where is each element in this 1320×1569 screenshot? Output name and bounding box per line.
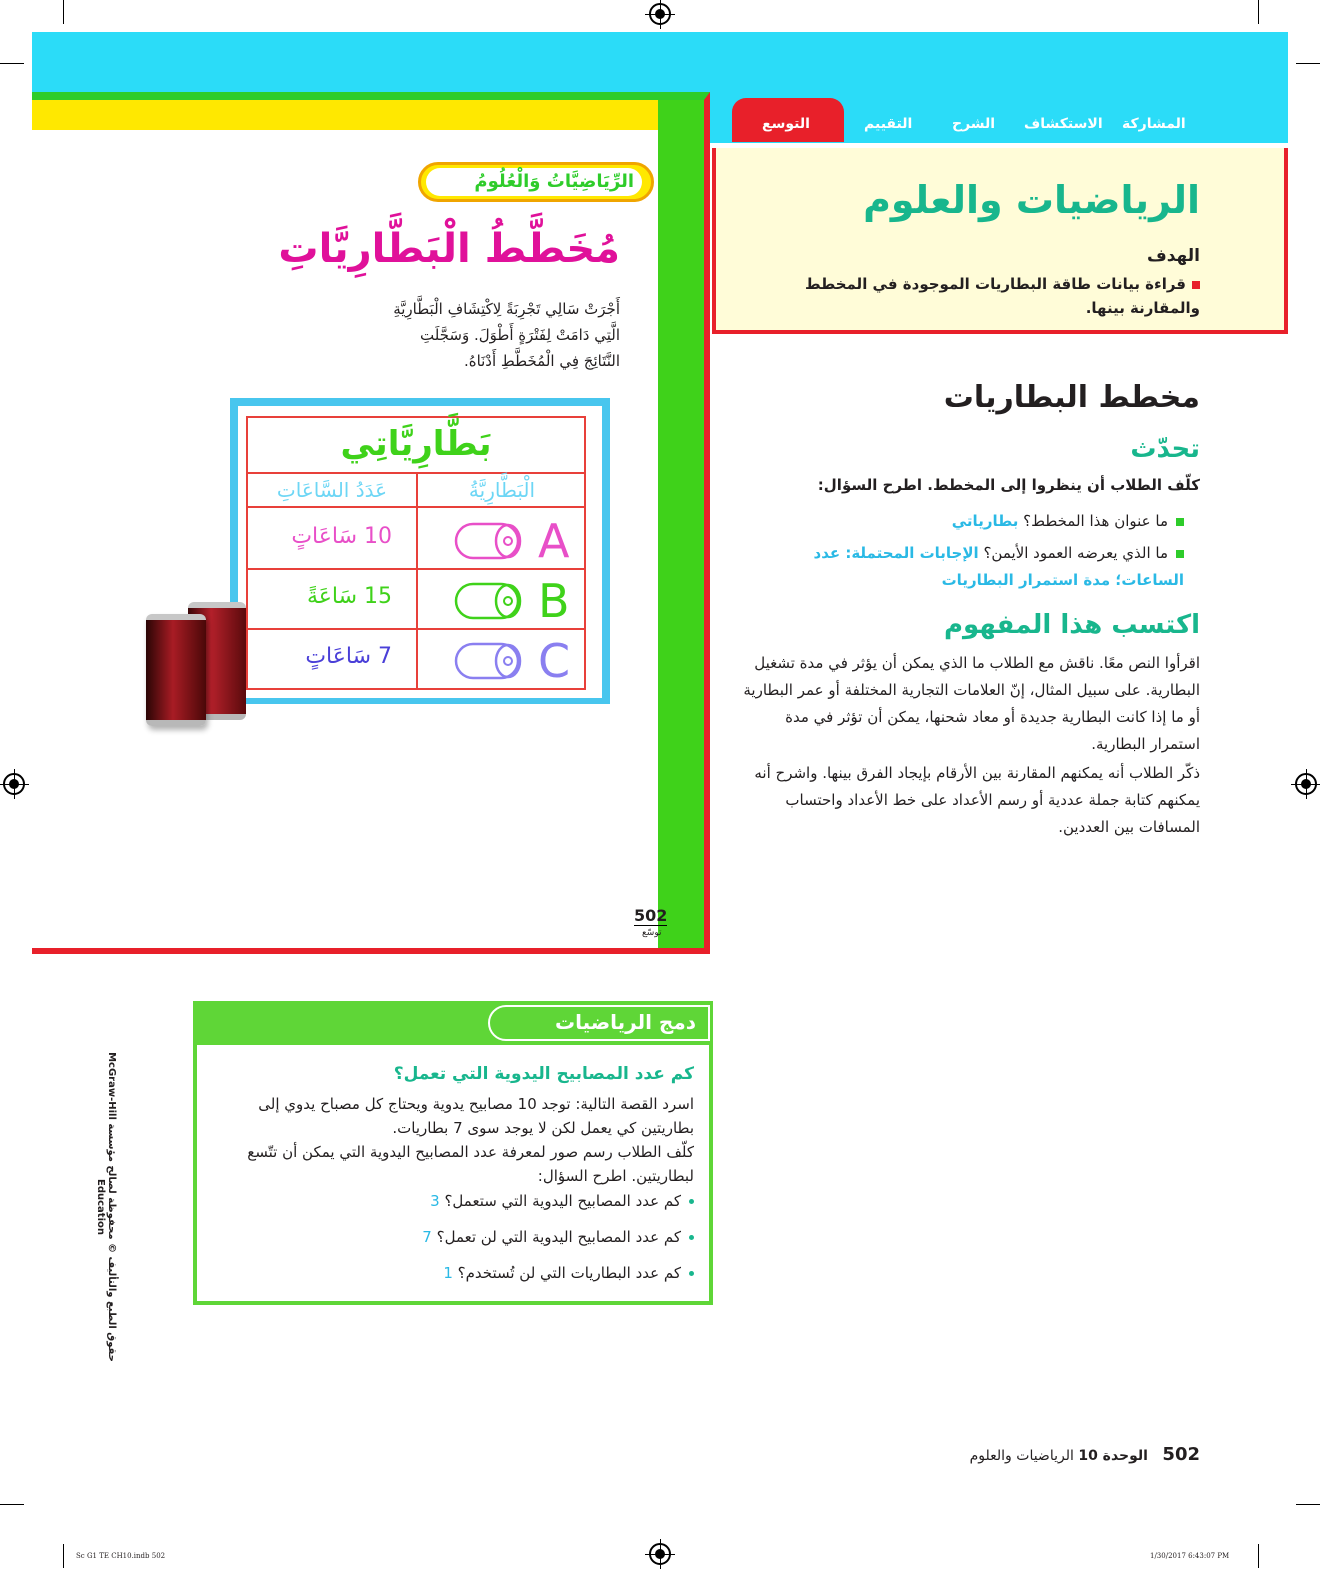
- student-page-number: 502: [634, 906, 668, 925]
- student-page-label: توسّع: [642, 928, 662, 938]
- crop-mark: [1258, 0, 1259, 24]
- registration-mark-icon: [649, 3, 671, 25]
- chart-header-hours-text: عَدَدُ السَّاعَاتِ: [276, 478, 388, 502]
- math-answer: 3: [430, 1192, 440, 1210]
- intro-line: أَجْرَتْ سَالِي تَجْرِبَةً لِاكْتِشَافِ الْبَطَّارِيَّةِ: [393, 300, 620, 318]
- math-answer: 1: [443, 1264, 453, 1282]
- crop-mark: [63, 1544, 64, 1568]
- bullet-icon: [689, 1235, 694, 1240]
- math-question-text: كم عدد البطاريات التي لن تُستخدم؟: [457, 1264, 681, 1282]
- subject-banner-text: الرِّيَاضِيَّاتُ وَالْعُلُومُ: [426, 168, 642, 196]
- bullet-icon: [689, 1199, 694, 1204]
- battery-a-icon: [452, 518, 532, 562]
- battery-b-icon: [452, 578, 532, 622]
- tab-evaluate[interactable]: التقييم: [864, 116, 913, 132]
- student-page-yellow-top: [32, 100, 658, 130]
- math-question: [210, 1264, 694, 1282]
- intro-line: النَّتَائِجَ فِي الْمُخَطَّطِ أَدْنَاهُ.: [463, 352, 620, 370]
- math-box-paragraph: كلّف الطلاب رسم صور لمعرفة عدد المصابيح اليدوية التي يمكن أن تتّسع لبطاريتين. اطرح السؤال:: [247, 1143, 694, 1185]
- section-title: مخطط البطاريات: [943, 380, 1200, 415]
- bullet-icon: [689, 1271, 694, 1276]
- math-box-title: كم عدد المصابيح اليدوية التي تعمل؟: [393, 1064, 694, 1084]
- intro-text: [330, 296, 620, 374]
- bullet-icon: [1176, 518, 1184, 526]
- paragraph: اقرأوا النص معًا. ناقش مع الطلاب ما الذي يمكن أن يؤثر في مدة تشغيل البطارية. على سبيل المثال، إنّ العلامات التجارية المختلفة أو عمر البطارية أو ما إذا كانت البطارية جديدة أو معاد شحنها، يمكن أن تؤثر في مدة استمرار البطارية.: [743, 654, 1200, 753]
- question-text: ما عنوان هذا المخطط؟: [1023, 512, 1168, 530]
- crop-mark: [1296, 1504, 1320, 1505]
- math-box-paragraph: اسرد القصة التالية: توجد 10 مصابيح يدوية ويحتاج كل مصباح يدوي إلى بطاريتين كي يعمل لكن لا يوجد سوى 7 بطاريات.: [258, 1095, 694, 1137]
- battery-chart: [238, 406, 602, 698]
- battery-cylinder: [146, 614, 206, 726]
- crop-mark: [1296, 63, 1320, 64]
- challenge-title: تحدّث: [1130, 434, 1200, 464]
- bullet-icon: [1176, 550, 1184, 558]
- chart-header-battery-text: الْبَطَّارِيَّةُ: [468, 478, 536, 502]
- answer-text: بطارياتي: [951, 512, 1019, 530]
- chart-row-label: A: [538, 514, 570, 568]
- copyright-credit: حقوق الطبع والتأليف © محفوظة لصالح مؤسسة McGraw-Hill Education: [95, 1052, 117, 1362]
- crop-mark: [63, 0, 64, 24]
- math-question-text: كم عدد المصابيح اليدوية التي ستعمل؟: [444, 1192, 681, 1210]
- math-box-tab-label: دمج الرياضيات: [555, 1010, 696, 1034]
- question-text: ما الذي يعرضه العمود الأيمن؟: [983, 544, 1168, 562]
- goal-text-value: قراءة بيانات طاقة البطاريات الموجودة في المخطط والمقارنة بينها.: [805, 275, 1200, 317]
- tab-extend[interactable]: [732, 98, 844, 142]
- tab-label: التوسع: [762, 116, 810, 132]
- question-item: [740, 540, 1184, 594]
- crop-mark: [0, 1504, 24, 1505]
- student-page-title: مُخَطَّطُ الْبَطَّارِيَّاتِ: [278, 226, 620, 272]
- chart-row-label: C: [538, 634, 571, 688]
- intro-line: الَّتِي دَامَتْ لِفَتْرَةٍ أَطْوَلَ. وَسَجَّلَتِ: [420, 326, 620, 344]
- math-question-text: كم عدد المصابيح اليدوية التي لن تعمل؟: [436, 1228, 681, 1246]
- acquire-title: اكتسب هذا المفهوم: [943, 610, 1200, 640]
- registration-mark-icon: [649, 1543, 671, 1565]
- bullet-icon: [1192, 281, 1200, 289]
- answer-text: الإجابات المحتملة: عدد الساعات؛ مدة استمرار البطاريات: [813, 544, 1184, 589]
- battery-c-icon: [452, 638, 532, 682]
- footer-page-number: 502: [1162, 1444, 1200, 1465]
- crop-mark: [1258, 1544, 1259, 1568]
- chart-hours-value: 10 سَاعَاتٍ: [291, 524, 392, 549]
- footer-unit: الوحدة 10: [1078, 1448, 1148, 1464]
- tab-engage[interactable]: المشاركة: [1122, 116, 1186, 132]
- challenge-intro: كلّف الطلاب أن ينظروا إلى المخطط. اطرح السؤال:: [817, 476, 1200, 494]
- teacher-title: الرياضيات والعلوم: [863, 178, 1200, 222]
- registration-mark-icon: [3, 773, 25, 795]
- goal-text: [740, 272, 1200, 320]
- lesson-nav: [712, 104, 1288, 148]
- goal-label: الهدف: [1146, 246, 1200, 266]
- registration-mark-icon: [1295, 773, 1317, 795]
- chart-title: بَطَّارِيَّاتِي: [340, 424, 492, 464]
- print-timestamp: 1/30/2017 6:43:07 PM: [1150, 1552, 1230, 1560]
- math-answer: 7: [422, 1228, 432, 1246]
- chart-row-label: B: [538, 574, 570, 628]
- math-question: [210, 1228, 694, 1246]
- chart-hours-value: 15 سَاعَةً: [306, 584, 392, 609]
- footer-unit-title: الرياضيات والعلوم: [969, 1448, 1074, 1464]
- paragraph: ذكّر الطلاب أنه يمكنهم المقارنة بين الأرقام بإيجاد الفرق بينها. واشرح أنه يمكنهم كتابة جملة عددية أو رسم الأعداد على خط الأعداد واحتساب المسافات بين العددين.: [754, 764, 1200, 836]
- math-question: [210, 1192, 694, 1210]
- student-page-green-strip: [658, 100, 704, 948]
- chart-hours-value: 7 سَاعَاتٍ: [305, 644, 392, 669]
- battery-photo: [140, 600, 252, 730]
- question-item: [740, 508, 1184, 535]
- crop-mark: [0, 63, 24, 64]
- page-footer: [880, 1444, 1200, 1465]
- tab-explore[interactable]: الاستكشاف: [1024, 116, 1103, 132]
- tab-explain[interactable]: الشرح: [952, 116, 996, 132]
- print-slug: Sc G1 TE CH10.indb 502: [76, 1552, 166, 1560]
